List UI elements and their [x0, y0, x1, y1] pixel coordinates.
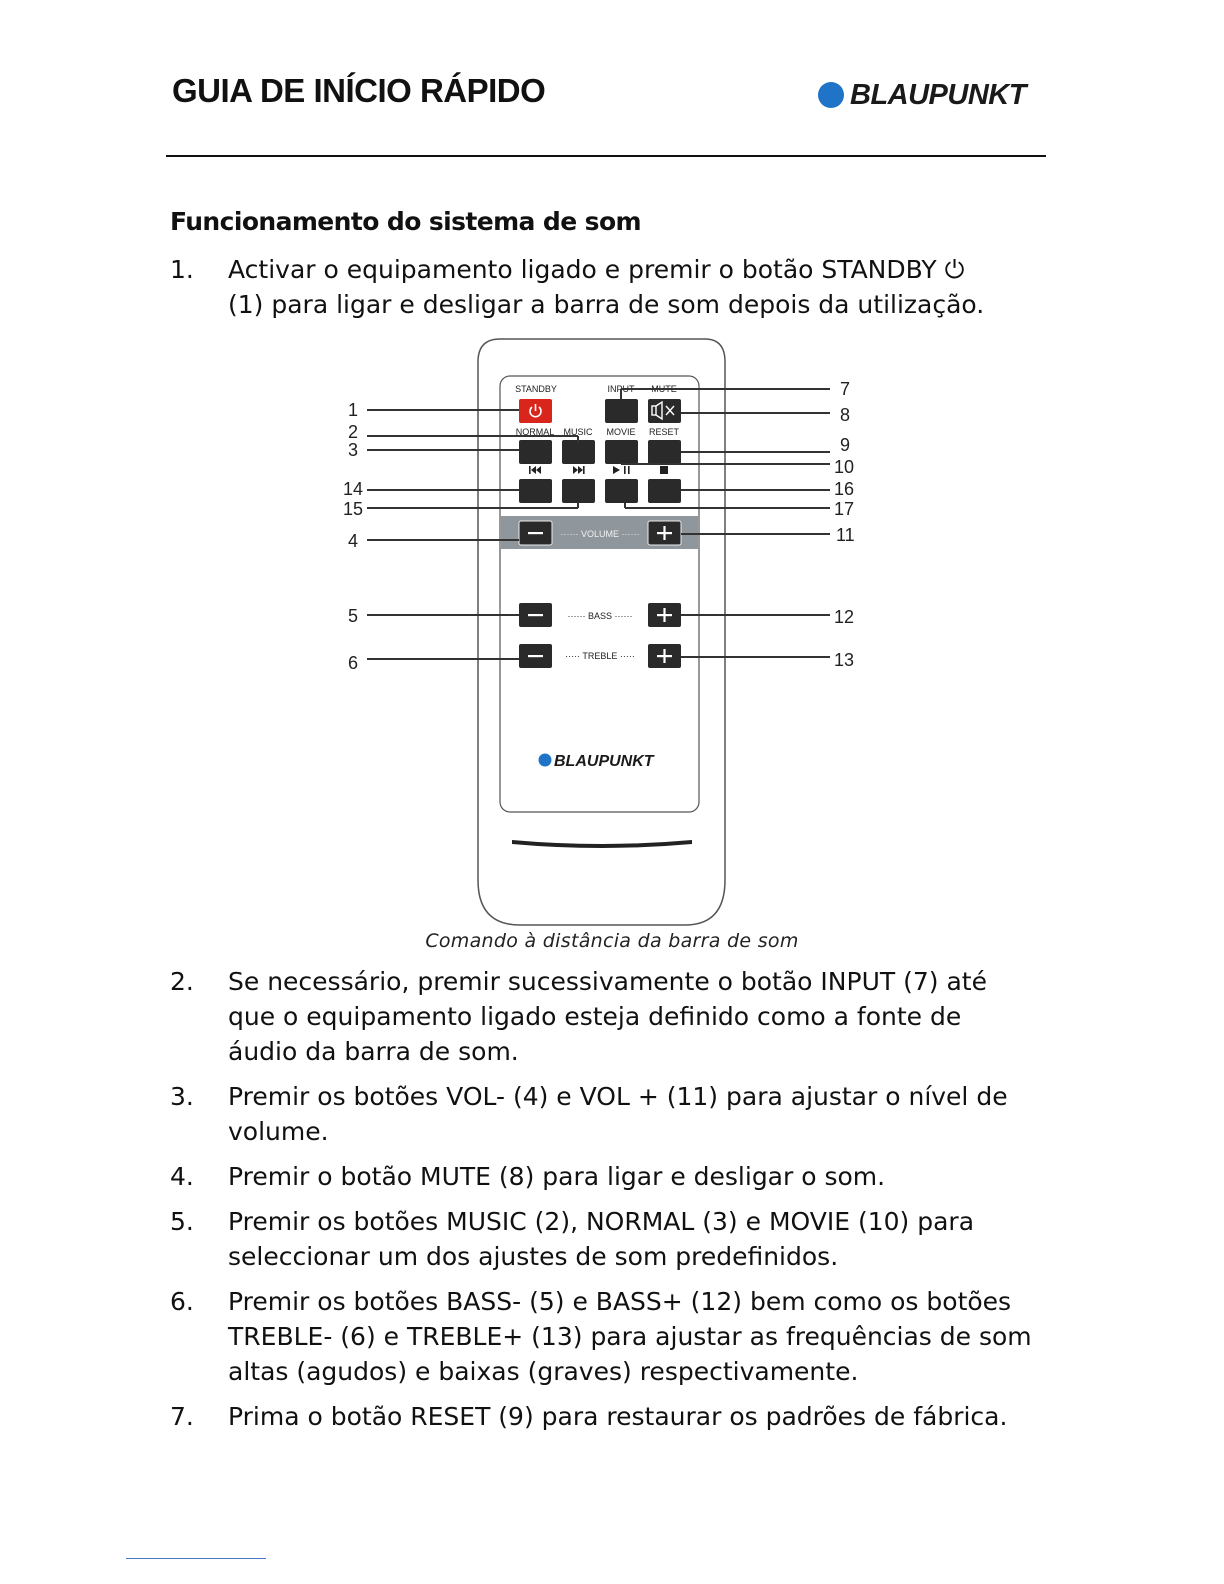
footer-divider — [126, 1558, 266, 1559]
list-item-text — [228, 1079, 1048, 1149]
list-item-number: 3. — [170, 1082, 194, 1111]
list-item-text — [228, 1284, 1048, 1389]
minus-icon — [528, 655, 543, 657]
treble-label: ····· TREBLE ····· — [565, 651, 635, 661]
minus-icon — [528, 532, 543, 534]
standby-label: STANDBY — [515, 384, 557, 394]
play-pause-button — [605, 479, 638, 503]
text-line: altas (agudos) e baixas (graves) respectivamente. — [228, 1357, 859, 1386]
callout-number: 15 — [342, 499, 363, 519]
callout-number: 16 — [834, 479, 855, 499]
callout-number: 6 — [347, 653, 358, 673]
mute-button — [648, 399, 681, 423]
list-item-text — [228, 1399, 1048, 1434]
callout-number: 4 — [347, 531, 358, 551]
list-item-text — [228, 1204, 1048, 1274]
callout-number: 3 — [347, 440, 358, 460]
volume-label: ······ VOLUME ······ — [560, 529, 640, 539]
reset-label: RESET — [648, 427, 680, 437]
list-item-text — [228, 964, 1048, 1069]
callout-number: 12 — [834, 607, 855, 627]
text-line: Se necessário, premir sucessivamente o botão INPUT (7) até — [228, 967, 987, 996]
brand-name: BLAUPUNKT — [850, 78, 1026, 111]
text-line: volume. — [228, 1117, 329, 1146]
text-line: Activar o equipamento ligado e premir o botão STANDBY ⏻ — [228, 255, 965, 284]
callout-number: 7 — [840, 379, 851, 399]
reset-button — [648, 440, 681, 464]
normal-label: NORMAL — [515, 427, 555, 437]
stop-button — [648, 479, 681, 503]
normal-button — [519, 440, 552, 464]
previous-button — [519, 479, 552, 503]
text-line: Premir os botões VOL- (4) e VOL + (11) para ajustar o nível de — [228, 1082, 1008, 1111]
movie-label: MOVIE — [606, 427, 636, 437]
text-line: seleccionar um dos ajustes de som predefinidos. — [228, 1242, 839, 1271]
callout-number: 17 — [834, 499, 855, 519]
list-item-number: 6. — [170, 1287, 194, 1316]
section-title: Funcionamento do sistema de som — [170, 207, 641, 236]
list-item-number: 7. — [170, 1402, 194, 1431]
text-line: que o equipamento ligado esteja definido como a fonte de — [228, 1002, 962, 1031]
music-button — [562, 440, 595, 464]
text-line: áudio da barra de som. — [228, 1037, 519, 1066]
figure-caption: Comando à distância da barra de som — [425, 930, 799, 952]
list-item-number: 5. — [170, 1207, 194, 1236]
text-line: Premir os botões MUSIC (2), NORMAL (3) e MOVIE (10) para — [228, 1207, 975, 1236]
callout-number: 2 — [347, 422, 358, 442]
next-button — [562, 479, 595, 503]
list-item-number: 1. — [170, 255, 194, 284]
callout-number: 11 — [836, 525, 855, 545]
callout-number: 10 — [834, 457, 855, 477]
callout-number: 14 — [342, 479, 363, 499]
callout-number: 9 — [840, 435, 851, 455]
minus-icon — [528, 614, 543, 616]
music-label: MUSIC — [563, 427, 593, 437]
callout-number: 5 — [347, 606, 358, 626]
callout-number: 1 — [347, 400, 358, 420]
text-line: Prima o botão RESET (9) para restaurar os padrões de fábrica. — [228, 1402, 1008, 1431]
text-line: TREBLE- (6) e TREBLE+ (13) para ajustar as frequências de som — [228, 1322, 1032, 1351]
text-line: (1) para ligar e desligar a barra de som depois da utilização. — [228, 290, 985, 319]
callout-number: 13 — [834, 650, 855, 670]
bass-label: ······ BASS ······ — [567, 611, 633, 621]
remote-brand: BLAUPUNKT — [554, 753, 654, 770]
remote-brand-dot-icon — [539, 754, 552, 767]
text-line: Premir o botão MUTE (8) para ligar e desligar o som. — [228, 1162, 886, 1191]
callout-number: 8 — [840, 405, 851, 425]
page-title: GUIA DE INÍCIO RÁPIDO — [172, 72, 546, 109]
stop-icon — [660, 466, 668, 474]
input-label: INPUT — [607, 384, 635, 394]
list-item-number: 4. — [170, 1162, 194, 1191]
input-button — [605, 399, 638, 423]
text-line: Premir os botões BASS- (5) e BASS+ (12) bem como os botões — [228, 1287, 1012, 1316]
movie-button — [605, 440, 638, 464]
list-item-number: 2. — [170, 967, 194, 996]
mute-label: MUTE — [651, 384, 677, 394]
list-item-text — [228, 1159, 1048, 1194]
